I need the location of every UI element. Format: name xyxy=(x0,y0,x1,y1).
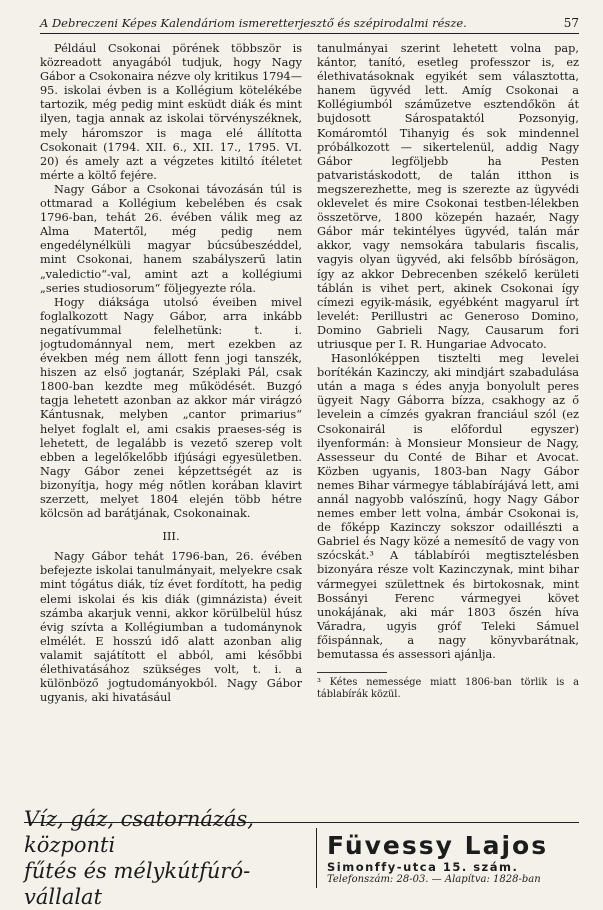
paragraph: Nagy Gábor a Csokonai távozásán túl is ottmarad a Kollégium kebelében és csak 1796-ban, tehát 26. évében válik meg az Alma Matertől, még pedig nem engedélynélküli magyar búcsúbeszéddel, mint Csokonai, hanem szabályszerű latin „valedictio“-val, amint azt a kollégiumi „series studiosorum“ följegyezte róla. xyxy=(40,182,302,295)
ad-services-line: fűtés és mélykútfúró-vállalat xyxy=(24,859,251,909)
ad-company-block xyxy=(316,828,579,888)
ad-company-name: Füvessy Lajos xyxy=(327,830,549,860)
footnote: ³ Kétes nemessége miatt 1806-ban törlik is a táblabírák közül. xyxy=(317,677,579,701)
ad-phone: Telefonszám: 28-03. — Alapítva: 1828-ban xyxy=(327,873,541,885)
footnote-divider xyxy=(317,672,387,673)
text-columns xyxy=(40,42,579,814)
paragraph: Nagy Gábor tehát 1796-ban, 26. évében befejezte iskolai tanulmányait, melyekre csak mint tógátus diák, tíz évet fordított, ha pedig elemi iskolai és kis diák (gimnázista) éveit számba akarjuk venni, akkor körülbelül húsz évig szívta a Kollégiumban a tudománynok elmélét. E hosszú idő alatt azonban alig valamit sajátított el abból, ami későbbi élethivatásához szükséges volt, t. i. a különböző jogtudományokból. Nagy Gábor ugyanis, aki hivatásául xyxy=(40,550,302,705)
right-column xyxy=(317,42,579,814)
ad-address: Simonffy-utca 15. szám. xyxy=(327,859,519,874)
ad-services xyxy=(24,806,316,910)
advertisement xyxy=(24,807,579,909)
left-column xyxy=(40,42,302,814)
paragraph: Például Csokonai pörének többször is közreadott anyagából tudjuk, hogy Nagy Gábor a Csokonaira nézve oly kritikus 1794—95. iskolai évben is a Kollégium kötelékébe tartozik, még pedig mint esküdt diák és mint ilyen, tagja annak az iskolai törvényszéknek, mely háromszor is maga elé állította Csokonait (1794. XII. 6., XII. 17., 1795. VI. 20) és amely azt a végzetes kitiltó ítéletet mérte a költő fejére. xyxy=(40,42,302,182)
paragraph: tanulmányai szerint lehetett volna pap, kántor, tanító, esetleg professzor is, ez élethivatásoknak egyikét sem választotta, hanem ügyvéd lett. Amíg Csokonai a Kollégiumból száműzetve esztendőkön át bujdosott Sárospataktól Pozsonyig, Komáromtól Tihanyig és sok mindennel próbálkozott — sikertelenül, addig Nagy Gábor legföljebb ha Pesten patvaristáskodott, de talán itthon is megszerezhette, meg is szerezte az ügyvédi oklevelet és mire Csokonai testben-lélekben összetörve, 1800 közepén hazaér, Nagy Gábor már tekintélyes ügyvéd, talán már akkor, vagy nemsokára tabularis fiscalis, vagyis olyan ügyvéd, aki felsőbb bírósägon, így az akkor Debrecenben székelő kerületi táblán is vihet pert, akinek Csokonai így címezi egyik-másik, egyébként magyarul írt levelét: Perillustri ac Generoso Domino, Domino Gabrieli Nagy, Causarum fori utriusque per I. R. Hungariae Advocato. xyxy=(317,42,579,351)
section-heading: III. xyxy=(162,529,180,544)
paragraph: Hasonlóképpen tisztelti meg levelei borítékán Kazinczy, aki mindjárt szabadulása után a maga s édes anyja bonyolult peres ügyeit Nagy Gáborra bízza, csakhogy az ő levelein a címzés gyakran franciául szól (ez Csokonairál is előfordul egyszer) ilyenformán: à Monsieur Monsieur de Nagy, Assesseur du Conté de Bihar et Avocat. Közben ugyanis, 1803-ban Nagy Gábor nemes Bihar vármegye táblabírájává lett, ami annál nagyobb valószínű, hogy Nagy Gábor nemes ember lett volna, ámbár Csokonai is, de főképp Kazinczy sokszor odaillészti a Gabriel és Nagy közé a nemesítő de vagy von szócskát.³ A táblabírói megtisztelésben bizonyára része volt Kazinczynak, mint bihar vármegyei születtnek és birtokosnak, mint Bossányi Ferenc vármegyei követ unokájának, aki már 1803 őszén híva Váradra, ugyis gróf Teleki Sámuel főispánnak, a nagy könyvbarátnak, bemutassa és assessori ajánlja. xyxy=(317,352,579,662)
running-title: A Debreczeni Képes Kalendáriom ismeretterjesztő és szépirodalmi része. xyxy=(40,16,467,30)
running-header xyxy=(40,16,579,34)
page-number: 57 xyxy=(563,16,579,30)
paragraph: Hogy diáksága utolsó éveiben mivel foglalkozott Nagy Gábor, arra inkább negatívummal felelhetünk: t. i. jogtudománnyal nem, mert ezekben az években még nem állott fenn jogi tanszék, hiszen az első jogtanár, Széplaki Pál, csak 1800-ban kezdte meg működését. Buzgó tagja lehetett azonban az akkor már virágzó Kántusnak, melyben „cantor primarius“ helyet foglalt el, ami csakis praeses-ség is lehetett, de legalább is vezető szerep volt ebben a legelőkelőbb ifjúsági egyesületben. Nagy Gábor zenei képzettségét az is bizonyítja, hogy még nőtlen korában klavirt szerzett, melyet 1804 elején több hétre kölcsön ad barátjának, Csokonainak. xyxy=(40,295,302,521)
ad-services-line: Víz, gáz, csatornázás, központi xyxy=(24,807,254,857)
